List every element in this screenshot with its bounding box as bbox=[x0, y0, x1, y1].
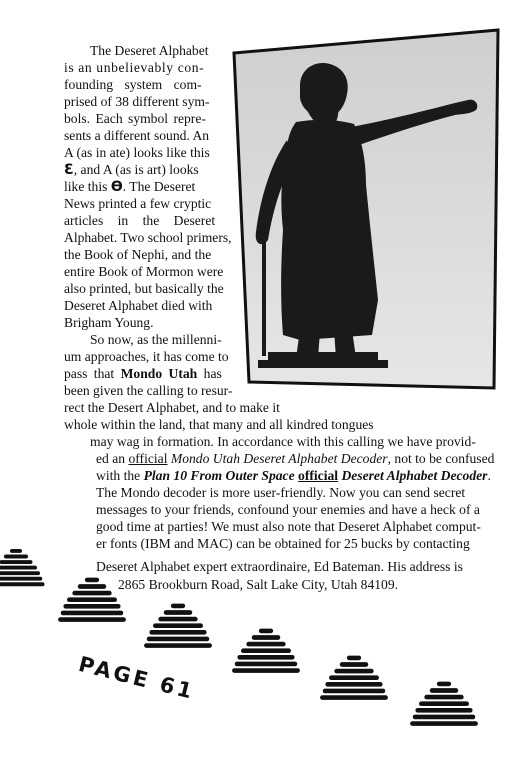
mondo-utah-name: Mondo Utah bbox=[120, 366, 198, 381]
article-line: like this Ɵ. The Deseret bbox=[64, 179, 196, 195]
beehive-icon bbox=[318, 652, 390, 702]
article-line: may wag in formation. In accordance with this calling we have provid- bbox=[90, 434, 476, 449]
article-line: articles in the Deseret bbox=[64, 213, 216, 228]
article-line: er fonts (IBM and MAC) can be obtained for 25 bucks by contacting bbox=[96, 536, 470, 551]
official-underlined: official bbox=[298, 468, 339, 483]
plan-10-title: Plan 10 From Outer Space bbox=[143, 468, 295, 483]
article-line: prised of 38 different sym- bbox=[64, 94, 210, 109]
beehive-icon bbox=[56, 574, 128, 624]
article-line: also printed, but basically the bbox=[64, 281, 224, 296]
article-line: whole within the land, that many and all kindred tongues bbox=[64, 417, 374, 432]
official-underlined: official bbox=[128, 451, 168, 466]
decoder-title: Deseret Alphabet Decoder bbox=[341, 468, 488, 483]
article-line: Deseret Alphabet expert extraordinaire, Ed Bateman. His address is bbox=[96, 559, 463, 574]
article-line: been given the calling to resur- bbox=[64, 383, 233, 398]
article-line: good time at parties! We must also note that Deseret Alphabet comput- bbox=[96, 519, 481, 534]
beehive-icon bbox=[230, 625, 302, 675]
article-line: The Mondo decoder is more user-friendly. Now you can send secret bbox=[96, 485, 466, 500]
article-line: Ɛ, and A (as is art) looks bbox=[64, 162, 199, 178]
article-line: sents a different sound. An bbox=[64, 128, 210, 143]
article-line: messages to your friends, confound your enemies and have a heck of a bbox=[96, 502, 480, 517]
decoder-title: Mondo Utah Deseret Alphabet Decoder bbox=[170, 451, 388, 466]
beehive-icon bbox=[142, 600, 214, 650]
article-line: So now, as the millenni- bbox=[90, 332, 222, 347]
article-line: A (as in ate) looks like this bbox=[64, 145, 210, 160]
article-line: rect the Desert Alphabet, and to make it bbox=[64, 400, 280, 415]
deseret-glyph: Ɛ bbox=[64, 162, 74, 178]
article-line: is an unbelievably con- bbox=[64, 60, 205, 75]
article-line: entire Book of Mormon were bbox=[64, 264, 224, 279]
page-number: PAGE 61 bbox=[76, 652, 198, 705]
article-line: News printed a few cryptic bbox=[64, 196, 212, 211]
article-line: Deseret Alphabet died with bbox=[64, 298, 213, 313]
article-line: 2865 Brookburn Road, Salt Lake City, Utah 84109. bbox=[118, 577, 399, 592]
deseret-glyph: Ɵ bbox=[110, 179, 123, 195]
article-line: bols. Each symbol repre- bbox=[64, 111, 206, 126]
beehive-icon bbox=[0, 546, 46, 588]
article-line: founding system com- bbox=[64, 77, 202, 92]
article-line: ed an official Mondo Utah Deseret Alphabet Decoder, not to be confused bbox=[96, 451, 495, 466]
article-line: pass that Mondo Utah has bbox=[64, 366, 222, 381]
article-line: Alphabet. Two school primers, bbox=[64, 230, 232, 245]
article-line: The Deseret Alphabet bbox=[90, 43, 209, 58]
article-line: with the Plan 10 From Outer Space official Deseret Alphabet Decoder. bbox=[96, 468, 491, 483]
article-line: um approaches, it has come to bbox=[64, 349, 229, 364]
article-line: Brigham Young. bbox=[64, 315, 154, 330]
beehive-icon bbox=[408, 678, 480, 728]
article-line: the Book of Nephi, and the bbox=[64, 247, 212, 262]
